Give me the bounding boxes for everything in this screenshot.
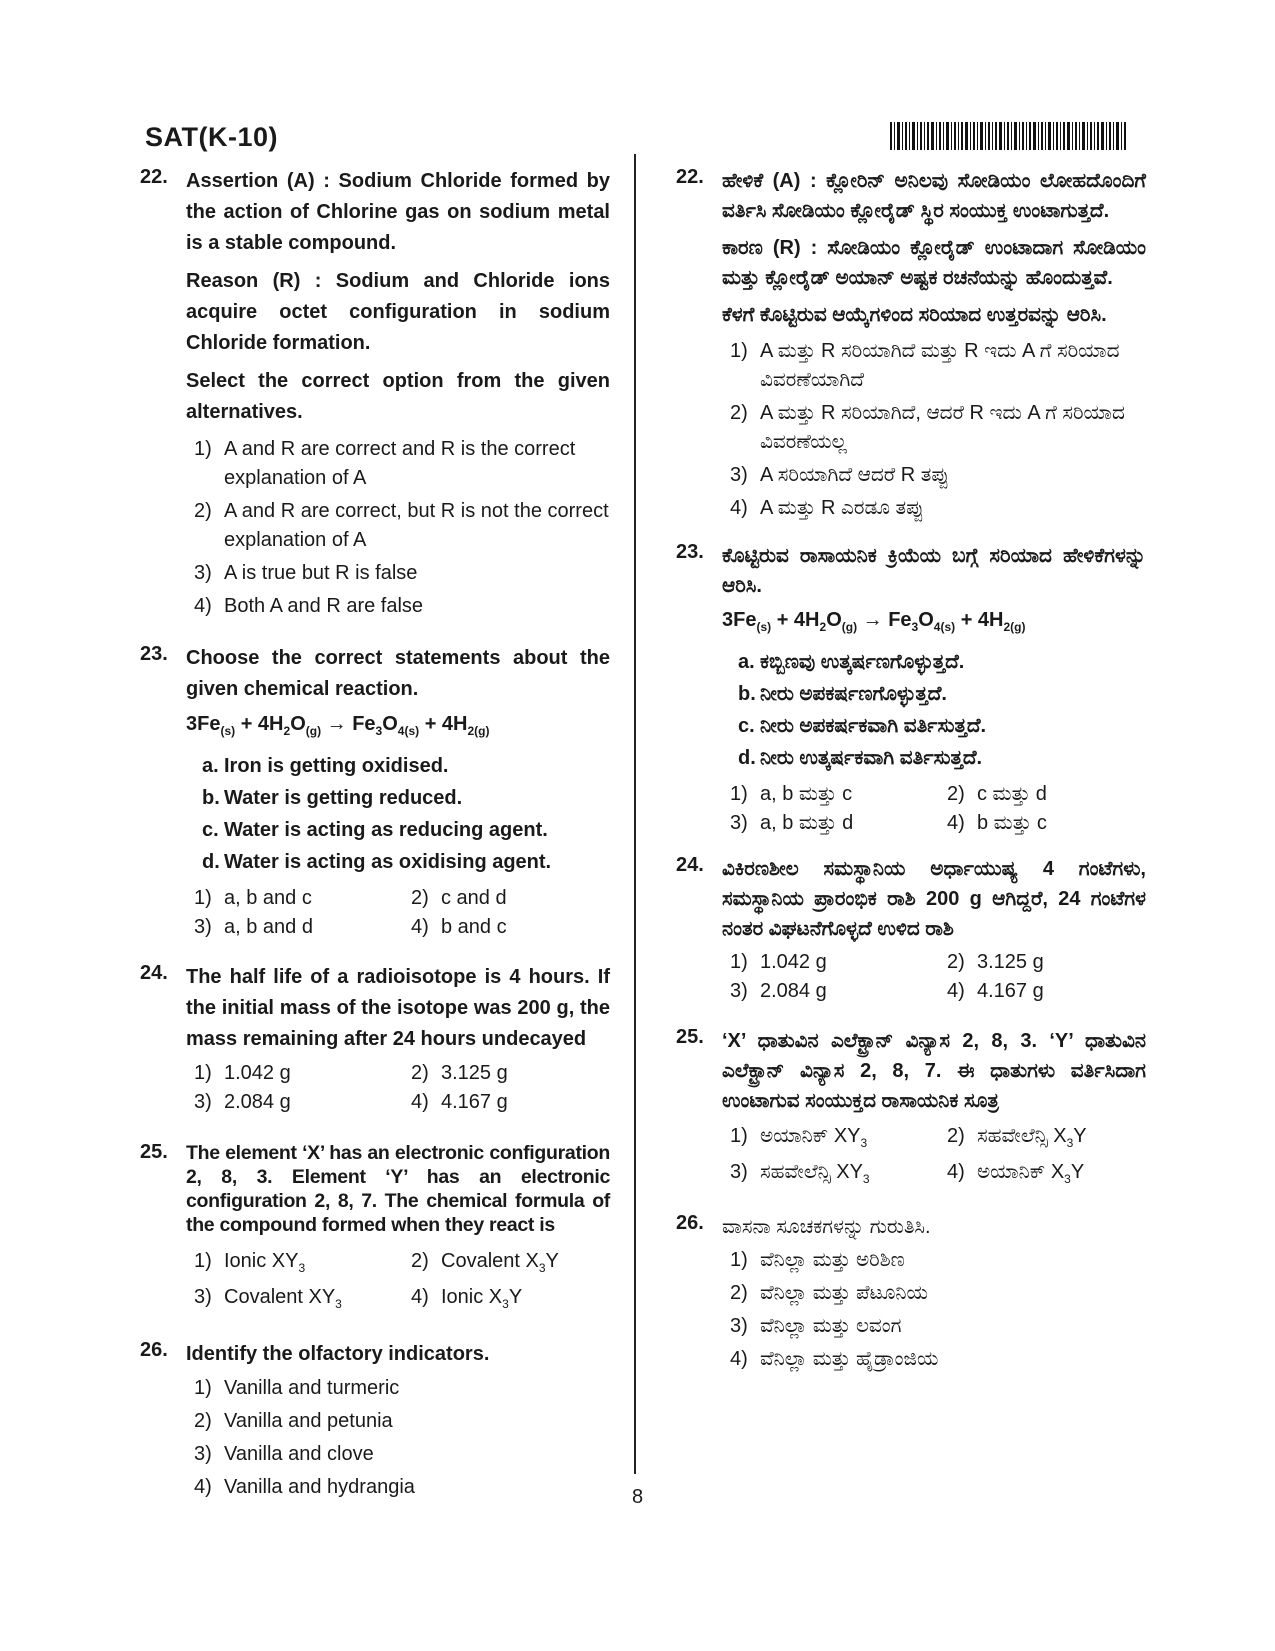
option: 2) A and R are correct, but R is not the correct explanation of A <box>194 500 609 551</box>
option: 1) a, b ಮತ್ತು c <box>730 783 853 805</box>
option: 1) Vanilla and turmeric <box>194 1377 400 1399</box>
option: 2) ಸಹವೇಲೆನ್ಸಿ $X_3Y$ <box>947 1125 1087 1150</box>
option: 1) ವೆನಿಲ್ಲಾ ಮತ್ತು ಅರಿಶಿಣ <box>730 1249 905 1271</box>
question-number: 24. <box>676 854 704 876</box>
statement: a. ಕಬ್ಬಿಣವು ಉತ್ಕರ್ಷಣಗೊಳ್ಳುತ್ತದೆ. <box>738 651 965 673</box>
question-stem: Choose the correct statements about the given chemical reaction. <box>186 647 610 700</box>
option: 1) A ಮತ್ತು R ಸರಿಯಾಗಿದೆ ಮತ್ತು R ಇದು A ಗೆ ಸರಿಯಾದ ವಿವರಣೆಯಾಗಿದೆ <box>730 340 1120 391</box>
question-stem: The half life of a radioisotope is 4 hours. If the initial mass of the isotope was 200 g, the mass remaining after 24 hours undecayed <box>186 966 610 1050</box>
chemical-equation: $3Fe_{(s)} + 4H_2O_{(g)} \to Fe_3O_{4(s)} + 4H_{2(g)}$ <box>186 713 490 738</box>
question-stem: ಕೊಟ್ಟಿರುವ ರಾಸಾಯನಿಕ ಕ್ರಿಯೆಯ ಬಗ್ಗೆ ಸರಿಯಾದ ಹೇಳಿಕೆಗಳನ್ನು ಆರಿಸಿ. <box>722 545 1146 597</box>
option: 4) 4.167 g <box>947 980 1044 1002</box>
question-number: 25. <box>676 1026 704 1048</box>
question-number: 22. <box>676 166 704 188</box>
question-stem: Identify the olfactory indicators. <box>186 1343 490 1365</box>
instruction-text: Select the correct option from the given alternatives. <box>186 370 610 423</box>
statement: b. Water is getting reduced. <box>202 787 463 809</box>
option: 3) A is true but R is false <box>194 562 418 584</box>
assertion-text: ಹೇಳಿಕೆ (A) : ಕ್ಲೋರಿನ್ ಅನಿಲವು ಸೋಡಿಯಂ ಲೋಹದೊಂದಿಗೆ ವರ್ತಿಸಿ ಸೋಡಿಯಂ ಕ್ಲೋರೈಡ್ ಸ್ಥಿರ ಸಂಯುಕ್ತ ಉಂಟಾಗುತ್ತದೆ. <box>722 170 1146 222</box>
option: 1) a, b and c <box>194 887 312 909</box>
option: 2) A ಮತ್ತು R ಸರಿಯಾಗಿದೆ, ಆದರೆ R ಇದು A ಗೆ ಸರಿಯಾದ ವಿವರಣೆಯಲ್ಲ <box>730 402 1125 453</box>
question-24-kannada <box>676 854 1146 1006</box>
question-24 <box>140 962 610 1117</box>
statement: d. ನೀರು ಉತ್ಕರ್ಷಕವಾಗಿ ವರ್ತಿಸುತ್ತದೆ. <box>738 747 983 769</box>
option: 1) ಅಯಾನಿಕ್ $XY_3$ <box>730 1125 868 1150</box>
option: 2) 3.125 g <box>411 1062 508 1084</box>
question-number: 22. <box>140 166 168 188</box>
option: 4) b ಮತ್ತು c <box>947 812 1047 834</box>
english-column <box>140 166 610 1506</box>
option: 3) A ಸರಿಯಾಗಿದೆ ಆದರೆ R ತಪ್ಪು <box>730 464 950 486</box>
option: 4) A ಮತ್ತು R ಎರಡೂ ತಪ್ಪು <box>730 497 924 519</box>
question-22 <box>140 166 610 621</box>
question-22-kannada <box>676 166 1146 523</box>
statement: c. ನೀರು ಅಪಕರ್ಷಕವಾಗಿ ವರ್ತಿಸುತ್ತದೆ. <box>738 715 987 737</box>
option: 3) 2.084 g <box>730 980 827 1002</box>
option: 1) Ionic $XY_3$ <box>194 1250 306 1275</box>
option: 2) Covalent $X_3Y$ <box>411 1250 559 1275</box>
question-26-kannada <box>676 1212 1146 1374</box>
reason-text: ಕಾರಣ (R) : ಸೋಡಿಯಂ ಕ್ಲೋರೈಡ್ ಉಂಟಾದಾಗ ಸೋಡಿಯಂ ಮತ್ತು ಕ್ಲೋರೈಡ್ ಅಯಾನ್ ಅಷ್ಟಕ ರಚನೆಯನ್ನು ಹೊಂದುತ್ತವೆ. <box>722 237 1146 289</box>
option: 2) Vanilla and petunia <box>194 1410 393 1432</box>
barcode <box>890 122 1126 150</box>
kannada-column <box>676 166 1146 1378</box>
instruction-text: ಕೆಳಗೆ ಕೊಟ್ಟಿರುವ ಆಯ್ಕೆಗಳಿಂದ ಸರಿಯಾದ ಉತ್ತರವನ್ನು ಆರಿಸಿ. <box>722 304 1107 326</box>
option: 3) Covalent $XY_3$ <box>194 1286 342 1311</box>
option: 2) 3.125 g <box>947 951 1044 973</box>
option: 3) 2.084 g <box>194 1091 291 1113</box>
question-25 <box>140 1141 610 1319</box>
question-stem: ‘X’ ಧಾತುವಿನ ಎಲೆಕ್ಟ್ರಾನ್ ವಿನ್ಯಾಸ 2, 8, 3. ‘Y’ ಧಾತುವಿನ ಎಲೆಕ್ಟ್ರಾನ್ ವಿನ್ಯಾಸ 2, 8, 7. ಈ ಧಾತುಗಳು ವರ್ತಿಸಿದಾಗ ಉಂಟಾಗುವ ಸಂಯುಕ್ತದ ರಾಸಾಯನಿಕ ಸೂತ್ರ <box>722 1030 1146 1112</box>
option: 2) ವೆನಿಲ್ಲಾ ಮತ್ತು ಪೆಟೂನಿಯ <box>730 1282 928 1304</box>
option: 1) 1.042 g <box>194 1062 291 1084</box>
question-25-kannada <box>676 1026 1146 1194</box>
question-stem: ವಾಸನಾ ಸೂಚಕಗಳನ್ನು ಗುರುತಿಸಿ. <box>722 1216 931 1238</box>
question-stem: ವಿಕಿರಣಶೀಲ ಸಮಸ್ಥಾನಿಯ ಅರ್ಧಾಯುಷ್ಯ 4 ಗಂಟೆಗಳು, ಸಮಸ್ಥಾನಿಯ ಪ್ರಾರಂಭಿಕ ರಾಶಿ 200 g ಆಗಿದ್ದರೆ, 24 ಗಂಟೆಗಳ ನಂತರ ವಿಘಟನೆಗೊಳ್ಳದೆ ಉಳಿದ ರಾಶಿ <box>722 858 1146 940</box>
option: 1) 1.042 g <box>730 951 827 973</box>
exam-code-title: SAT(K-10) <box>145 122 279 152</box>
option: 4) Ionic $X_3Y$ <box>411 1286 523 1311</box>
statement: b. ನೀರು ಅಪಕರ್ಷಣಗೊಳ್ಳುತ್ತದೆ. <box>738 683 947 705</box>
question-number: 26. <box>676 1212 704 1234</box>
reason-text: Reason (R) : Sodium and Chloride ions acquire octet configuration in sodium Chloride formation. <box>186 270 610 354</box>
question-23 <box>140 643 610 942</box>
question-26 <box>140 1339 610 1502</box>
question-number: 24. <box>140 962 168 984</box>
option: 4) Vanilla and hydrangia <box>194 1476 415 1498</box>
column-divider <box>634 154 636 1474</box>
statement: a. Iron is getting oxidised. <box>202 755 449 777</box>
option: 4) Both A and R are false <box>194 595 424 617</box>
option: 3) Vanilla and clove <box>194 1443 374 1465</box>
question-23-kannada <box>676 541 1146 838</box>
option: 4) ವೆನಿಲ್ಲಾ ಮತ್ತು ಹೈಡ್ರಾಂಜಿಯ <box>730 1348 939 1370</box>
option: 4) 4.167 g <box>411 1091 508 1113</box>
option: 3) ವೆನಿಲ್ಲಾ ಮತ್ತು ಲವಂಗ <box>730 1315 902 1337</box>
option: 2) c ಮತ್ತು d <box>947 783 1047 805</box>
option: 1) A and R are correct and R is the correct explanation of A <box>194 438 576 489</box>
statement: d. Water is acting as oxidising agent. <box>202 851 552 873</box>
option: 2) c and d <box>411 887 507 909</box>
question-number: 26. <box>140 1339 168 1361</box>
assertion-text: Assertion (A) : Sodium Chloride formed by the action of Chlorine gas on sodium metal is a stable compound. <box>186 170 610 254</box>
chemical-equation: $3Fe_{(s)} + 4H_2O_{(g)} \to Fe_3O_{4(s)} + 4H_{2(g)}$ <box>722 609 1026 634</box>
question-number: 23. <box>140 643 168 665</box>
statement: c. Water is acting as reducing agent. <box>202 819 548 841</box>
option: 3) a, b and d <box>194 916 313 938</box>
option: 4) ಅಯಾನಿಕ್ $X_3Y$ <box>947 1161 1085 1186</box>
question-number: 25. <box>140 1141 168 1163</box>
question-number: 23. <box>676 541 704 563</box>
question-stem: The element ‘X’ has an electronic configuration 2, 8, 3. Element ‘Y’ has an electronic configuration 2, 8, 7. The chemical formula of the compound formed when they react is <box>186 1142 610 1236</box>
option: 3) ಸಹವೇಲೆನ್ಸಿ $XY_3$ <box>730 1161 870 1186</box>
option: 4) b and c <box>411 916 507 938</box>
option: 3) a, b ಮತ್ತು d <box>730 812 854 834</box>
page-number: 8 <box>631 1486 644 1508</box>
